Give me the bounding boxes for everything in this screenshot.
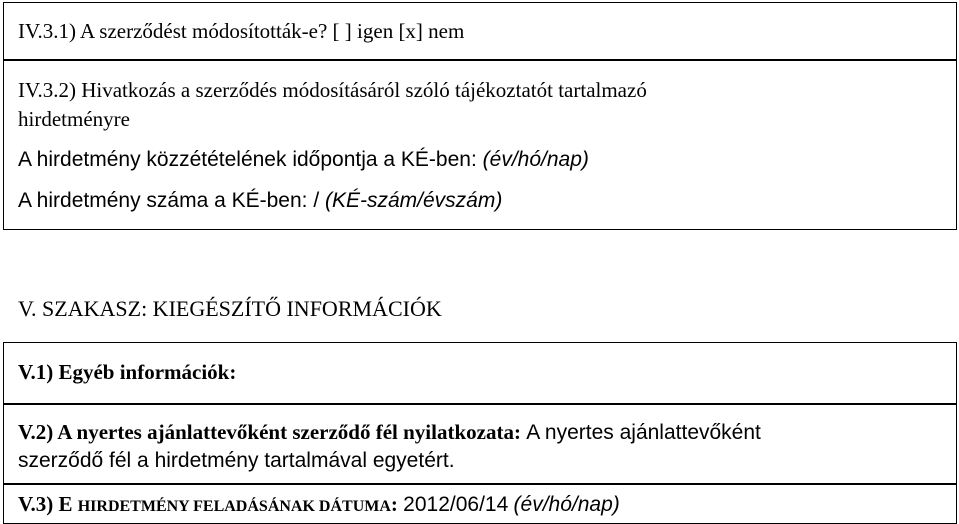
notice-number-label: A hirdetmény száma a KÉ-ben: / <box>18 189 320 212</box>
other-information-title: V.1) Egyéb információk: <box>18 360 237 384</box>
winner-statement-text-part2: szerződő fél a hirdetmény tartalmával egyetért. <box>18 449 455 472</box>
section-v-heading: V. SZAKASZ: KIEGÉSZÍTŐ INFORMÁCIÓK <box>18 296 442 321</box>
winner-statement-row1 <box>18 419 761 446</box>
dispatch-date-value: 2012/06/14 <box>403 493 509 516</box>
dispatch-date-row <box>18 491 620 520</box>
section-v-3-box <box>3 484 957 524</box>
section-v-2-box <box>3 404 957 484</box>
winner-statement-text-part1: A nyertes ajánlattevőként <box>526 421 761 444</box>
notice-reference-title-line2: hirdetményre <box>18 107 130 131</box>
notice-number-format: (KÉ-szám/évszám) <box>325 189 503 212</box>
publication-date-format: (év/hó/nap) <box>482 148 589 171</box>
publication-date-label: A hirdetmény közzétételének időpontja a KÉ-ben: <box>18 148 477 171</box>
dispatch-date-format: (év/hó/nap) <box>513 493 620 516</box>
section-iv-3-2-box <box>3 60 957 230</box>
section-iv-3-1-box <box>3 2 957 60</box>
winner-statement-title: V.2) A nyertes ajánlattevőként szerződő fél nyilatkozata: <box>18 420 521 444</box>
notice-reference-title-line1: IV.3.2) Hivatkozás a szerződés módosításáról szóló tájékoztatót tartalmazó <box>18 78 647 102</box>
dispatch-date-title-prefix: V.3) E <box>18 492 78 516</box>
dispatch-date-title-colon: : <box>390 492 398 516</box>
dispatch-date-title-main: HIRDETMÉNY FELADÁSÁNAK DÁTUMA <box>77 498 391 515</box>
section-v-1-box <box>3 342 957 404</box>
contract-modified-question: IV.3.1) A szerződést módosították-e? [ ] igen [x] nem <box>18 19 465 43</box>
publication-date-row <box>18 147 589 173</box>
notice-number-row <box>18 188 502 214</box>
